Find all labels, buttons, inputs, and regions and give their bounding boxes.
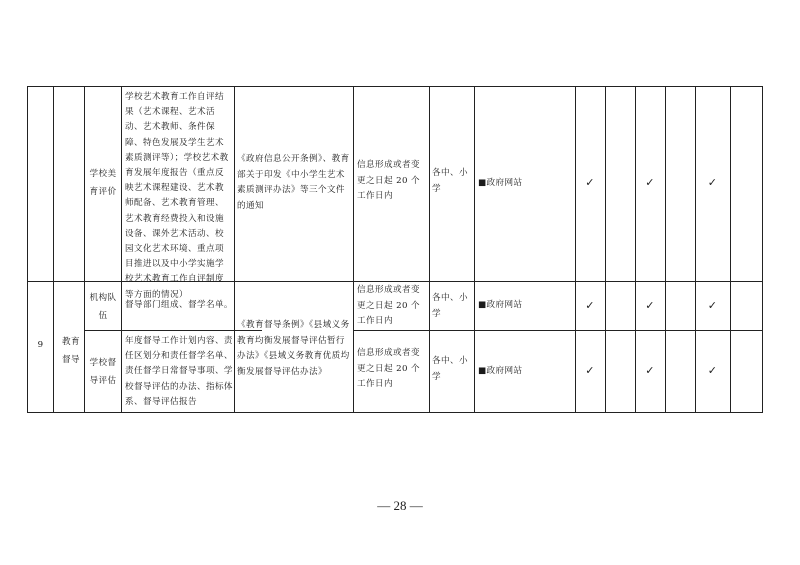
row1-check-4 bbox=[665, 174, 695, 192]
col-line-0 bbox=[27, 86, 28, 413]
row3-check-6 bbox=[730, 362, 762, 380]
row3-check-3: ✓ bbox=[645, 364, 655, 378]
row3-channel: ■政府网站 bbox=[478, 366, 523, 376]
row2-item: 机构队伍 bbox=[89, 293, 117, 321]
row1-check-5: ✓ bbox=[707, 176, 718, 190]
col-line-14 bbox=[762, 86, 763, 413]
col-line-3 bbox=[121, 86, 122, 413]
row3-check-2 bbox=[605, 362, 635, 380]
row2-check-5: ✓ bbox=[707, 299, 718, 313]
row1-check-1: ✓ bbox=[585, 176, 595, 190]
col-line-4 bbox=[234, 86, 235, 413]
row2-channel: ■政府网站 bbox=[478, 300, 523, 310]
row2-check-3: ✓ bbox=[645, 299, 655, 313]
row1-basis: 《政府信息公开条例》、教育部关于印发《中小学生艺术素质测评办法》等三个文件的通知 bbox=[237, 154, 350, 211]
row3-time-limit: 信息形成或者变更之日起 20 个工作日内 bbox=[357, 348, 420, 389]
col-line-1 bbox=[53, 86, 54, 413]
row1-content: 学校艺术教育工作自评结果（艺术课程、艺术活动、艺术教师、条件保障、特色发展及学生艺术素质测评等）；学校艺术教育发展年度报告（重点反映艺术课程建设、艺术教师配备、艺术教育管理、艺术教育经费投入和设施设备、课外艺术活动、校园文化艺术环境、重点项目推进以及中小学实施学校艺术教育工作自评制度等方面的情况） bbox=[125, 92, 229, 300]
row2-check-6 bbox=[730, 297, 762, 315]
row1-check-3: ✓ bbox=[645, 176, 655, 190]
row2-content: 督导部门组成、督学名单。 bbox=[125, 300, 233, 311]
row2-check-4 bbox=[665, 297, 695, 315]
row3-item: 学校督导评估 bbox=[89, 358, 117, 386]
row1-channel: ■政府网站 bbox=[478, 178, 523, 188]
row2-check-1: ✓ bbox=[585, 299, 595, 313]
table-border-top bbox=[27, 86, 763, 87]
row-divider-2 bbox=[84, 330, 262, 331]
row1-check-2 bbox=[605, 174, 635, 192]
row1-item: 学校美育评价 bbox=[89, 169, 117, 197]
row3-check-5: ✓ bbox=[707, 364, 718, 378]
row3-check-1: ✓ bbox=[585, 364, 595, 378]
row1-subject: 各中、小学 bbox=[432, 168, 468, 194]
table-border-bottom bbox=[27, 412, 763, 413]
category-label: 教育督导 bbox=[62, 337, 80, 365]
col-line-7 bbox=[474, 86, 475, 413]
row2-basis: 《教育督导条例》《县域义务教育均衡发展督导评估暂行办法》《县域义务教育优质均衡发展督导评估办法》 bbox=[237, 320, 350, 377]
page-number: — 28 — bbox=[377, 498, 423, 513]
col-line-5 bbox=[353, 86, 354, 413]
row3-content: 年度督导工作计划内容、责任区划分和责任督学名单、责任督学日常督导事项、学校督导评估的办法、指标体系、督导评估报告 bbox=[125, 336, 233, 407]
row2-check-2 bbox=[605, 297, 635, 315]
row3-subject: 各中、小学 bbox=[432, 356, 468, 382]
row1-time-limit: 信息形成或者变更之日起 20 个工作日内 bbox=[357, 160, 420, 201]
row2-time-limit: 信息形成或者变更之日起 20 个工作日内 bbox=[357, 285, 420, 326]
col-line-6 bbox=[429, 86, 430, 413]
row-divider-2b bbox=[353, 330, 763, 331]
row2-subject: 各中、小学 bbox=[432, 293, 468, 319]
seq-number: 9 bbox=[37, 340, 44, 351]
col-line-2 bbox=[84, 86, 85, 413]
row3-check-4 bbox=[665, 362, 695, 380]
row1-check-6 bbox=[730, 174, 762, 192]
disclosure-table bbox=[27, 86, 763, 413]
